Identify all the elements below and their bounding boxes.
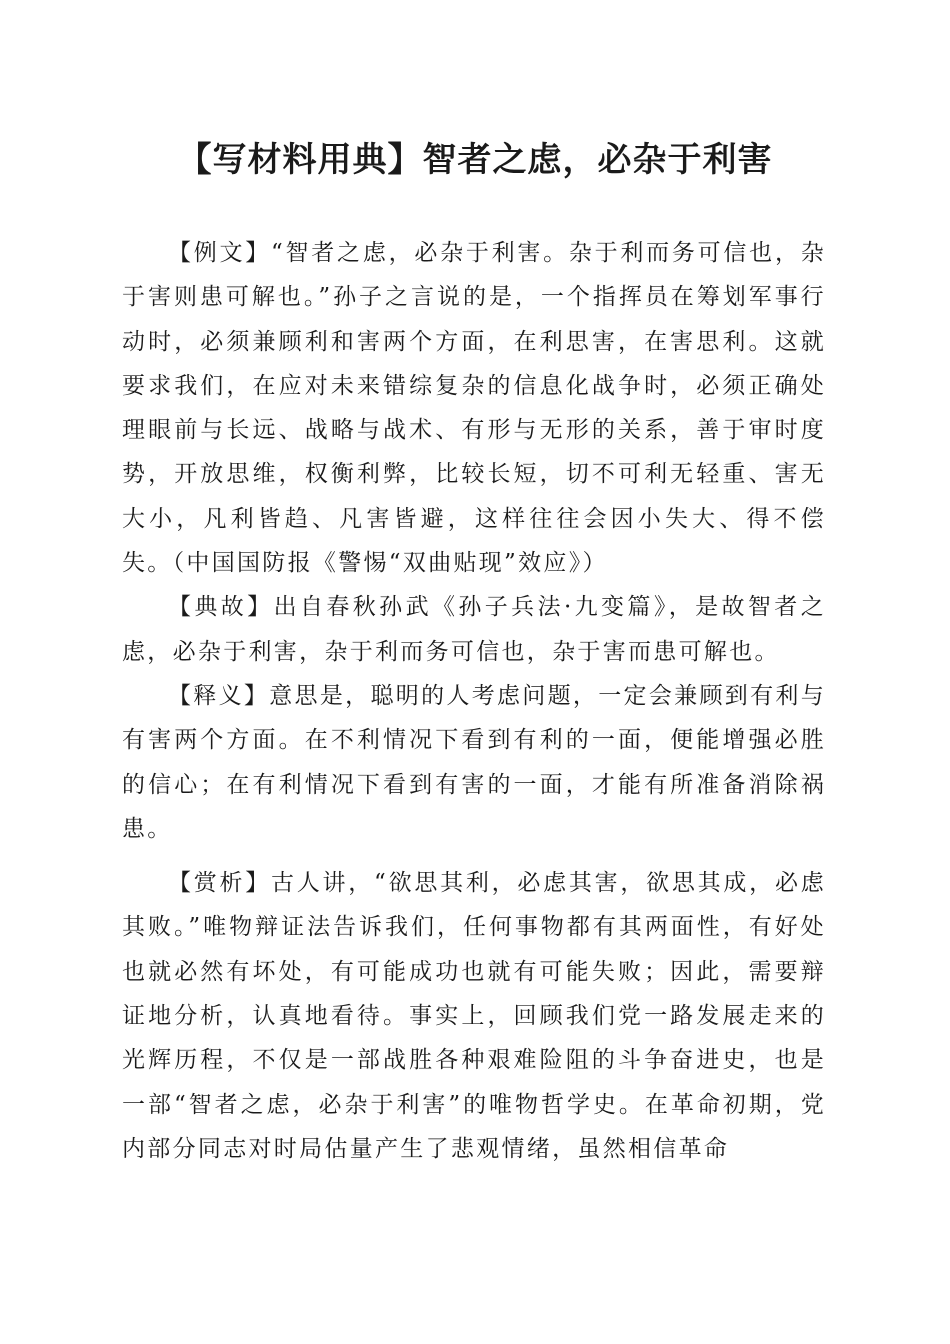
paragraph-appreciation [122, 861, 826, 1171]
paragraph-text-appreciation: 古人讲，“欲思其利，必虑其害，欲思其成，必虑其败。”唯物辩证法告诉我们，任何事物都有其两面性，有好处也就必然有坏处，有可能成功也就有可能失败；因此，需要辩证地分析，认真地看待。事实上，回顾我们党一路发展走来的光辉历程，不仅是一部战胜各种艰难险阻的斗争奋进史，也是一部“智者之虑，必杂于利害”的唯物哲学史。在革命初期，党内部分同志对时局估量产生了悲观情绪，虽然相信革命 [122, 870, 826, 1162]
paragraph-label-appreciation: 【赏析】 [168, 870, 272, 897]
paragraph-text-example: “智者之虑，必杂于利害。杂于利而务可信也，杂于害则患可解也。”孙子之言说的是，一个指挥员在筹划军事行动时，必须兼顾利和害两个方面，在利思害，在害思利。这就要求我们，在应对未来错综复杂的信息化战争时，必须正确处理眼前与长远、战略与战术、有形与无形的关系，善于审时度势，开放思维，权衡利弊，比较长短，切不可利无轻重、害无大小，凡利皆趋、凡害皆避，这样往往会因小失大、得不偿失。（中国国防报《警惕“双曲贴现”效应》） [122, 240, 826, 577]
paragraph-text-allusion: 出自春秋孙武《孙子兵法·九变篇》，是故智者之虑，必杂于利害，杂于利而务可信也，杂于害而患可解也。 [122, 594, 826, 665]
paragraph-example [122, 231, 826, 585]
document-title: 【写材料用典】智者之虑，必杂于利害 [177, 140, 773, 180]
paragraph-text-meaning: 意思是，聪明的人考虑问题，一定会兼顾到有利与有害两个方面。在不利情况下看到有利的一面，便能增强必胜的信心；在有利情况下看到有害的一面，才能有所准备消除祸患。 [122, 682, 826, 842]
paragraph-label-meaning: 【释义】 [168, 682, 270, 709]
paragraph-label-allusion: 【典故】 [168, 594, 274, 621]
paragraph-allusion [122, 585, 826, 674]
paragraph-meaning [122, 674, 826, 851]
document-body [122, 231, 826, 1171]
paragraph-label-example: 【例文】 [168, 240, 272, 266]
